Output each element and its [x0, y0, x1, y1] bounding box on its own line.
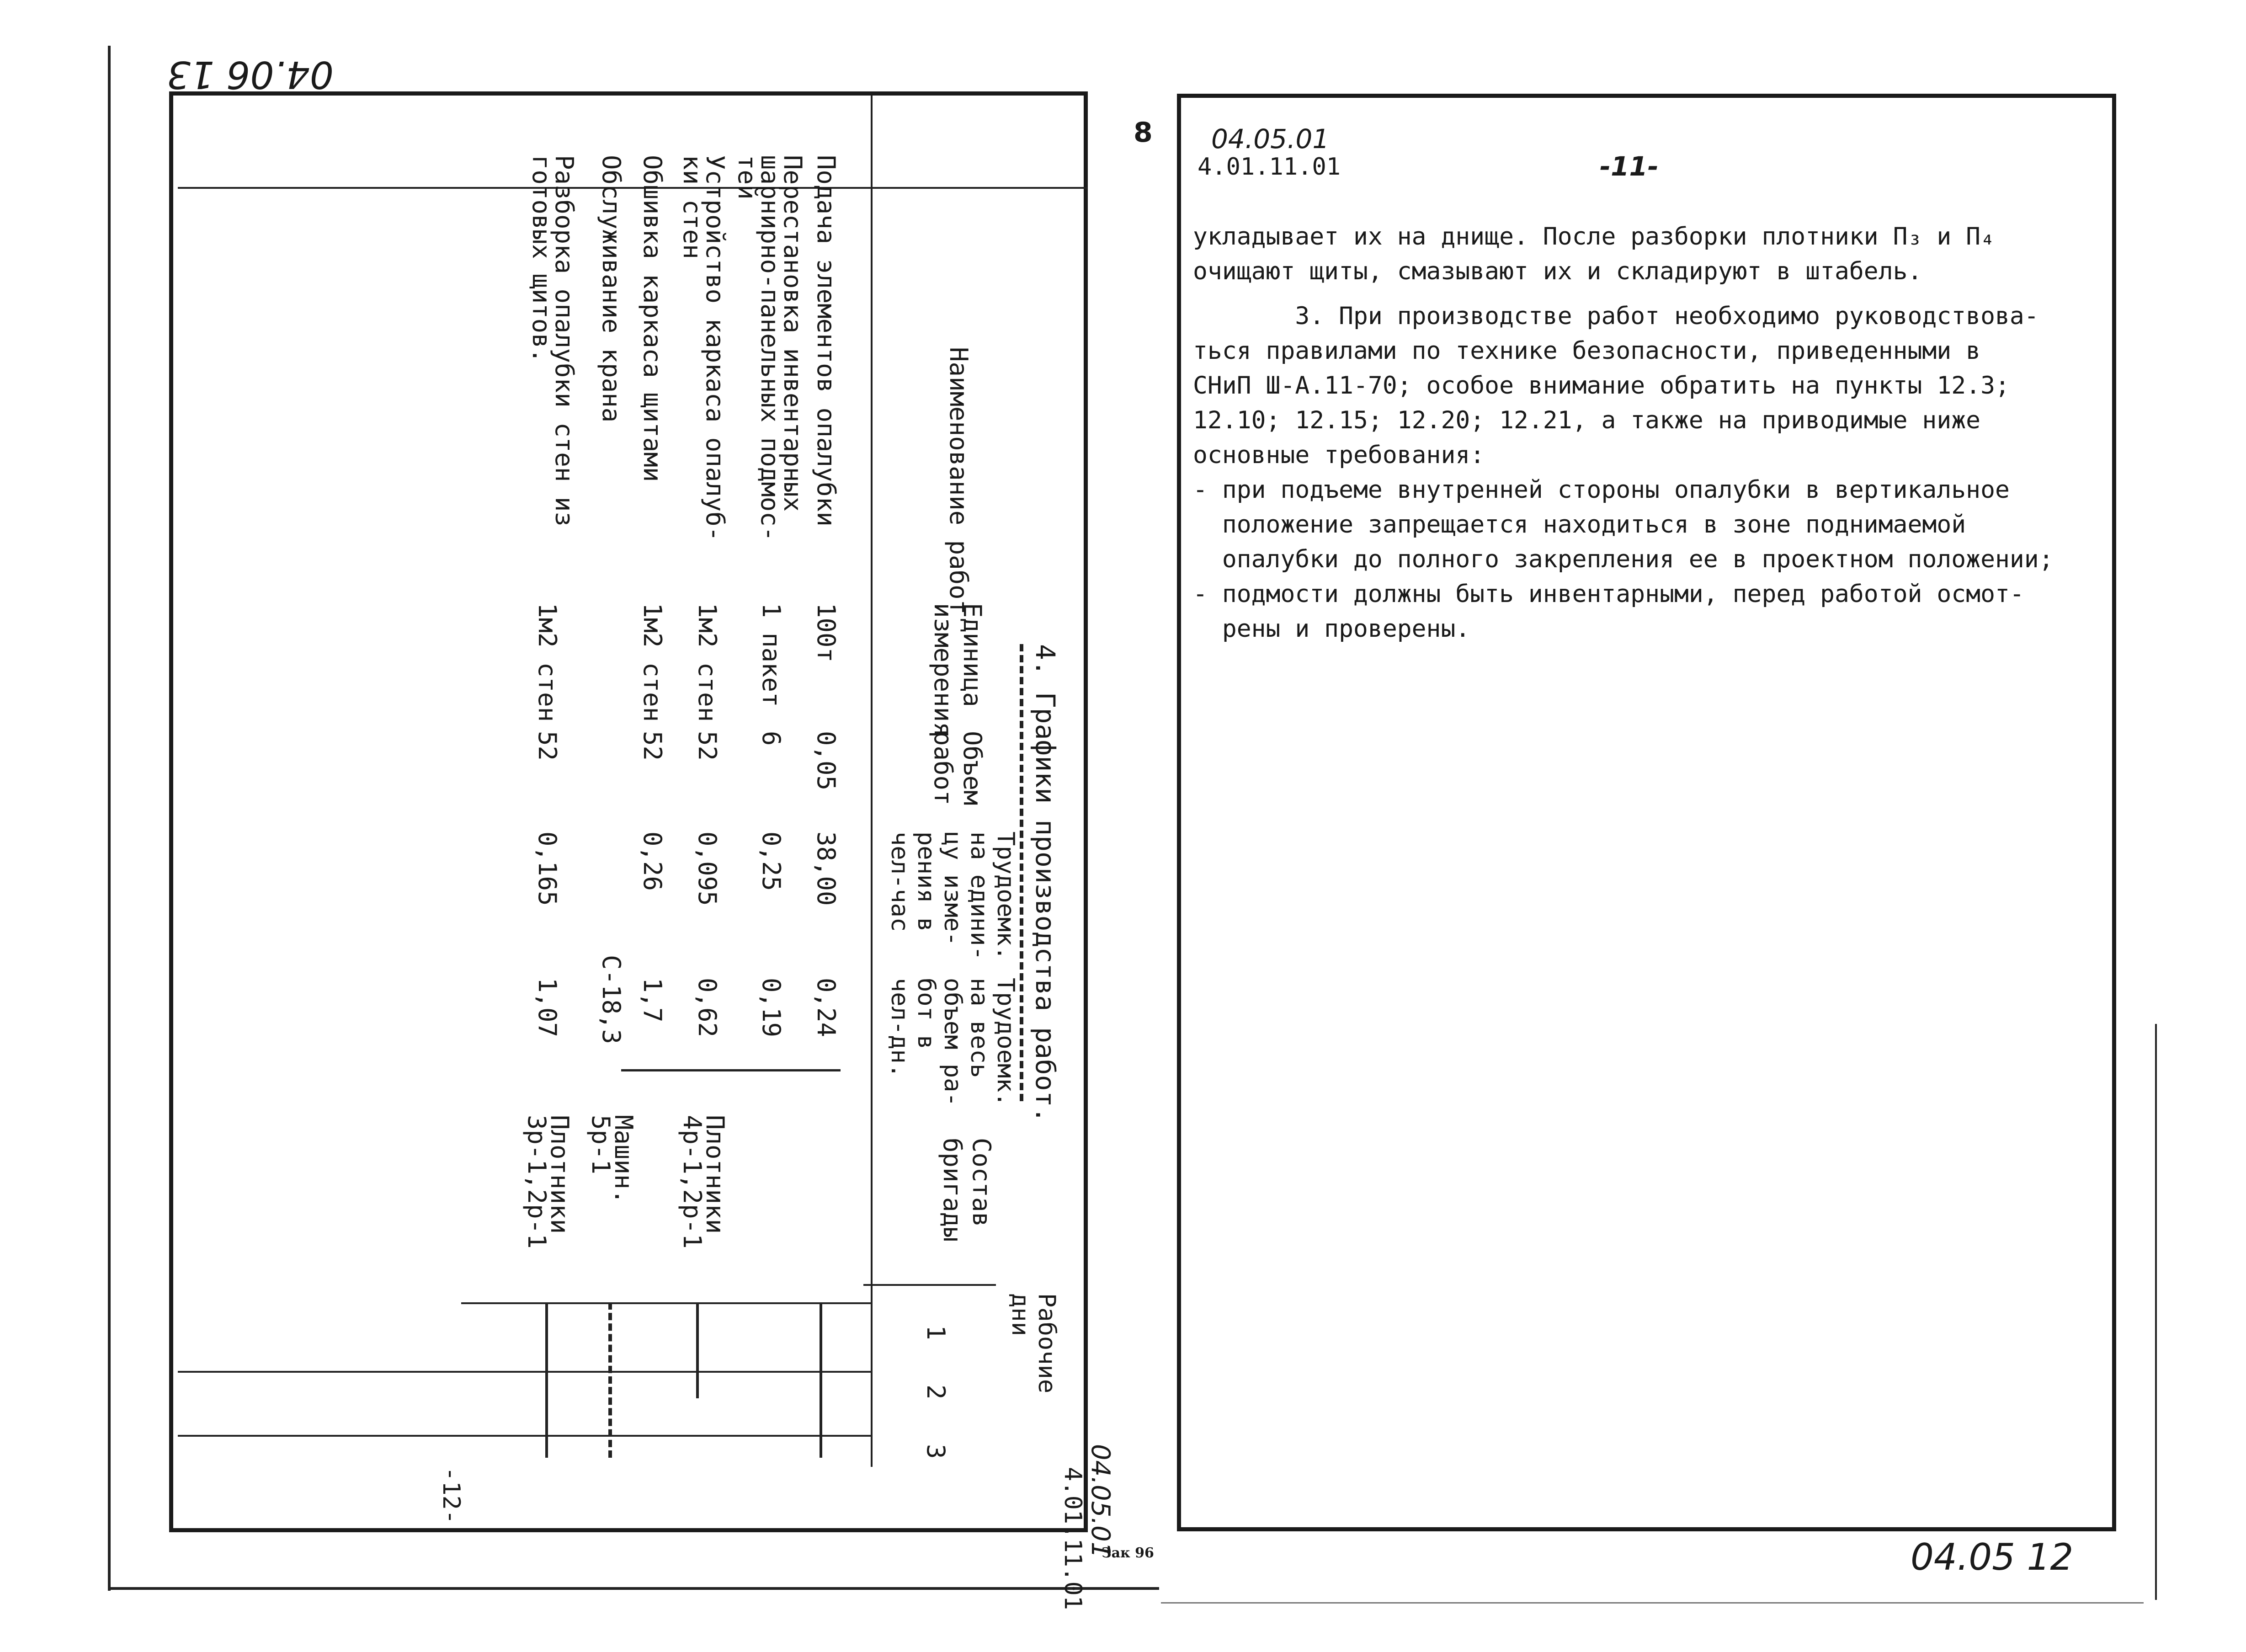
row-labor-unit: 0,25 — [757, 831, 786, 891]
crew-brace — [621, 1069, 841, 1071]
crew-carpenters-1: Плотники 4р-1,2р-1 — [678, 1115, 729, 1249]
header-bottom-rule — [871, 96, 873, 1467]
bottom-scan-line — [1161, 1602, 2144, 1604]
schedule-grid-line — [178, 1435, 873, 1437]
handwritten-sheet-number: 04.06 13 — [166, 53, 334, 96]
text-line: рены и проверены. — [1193, 615, 1470, 643]
header-labor-unit: Трудоемк. на едини- цу изме- рения в чел-час — [886, 831, 1019, 960]
row-volume: 52 — [533, 731, 562, 761]
row-name: Перестановка инвентарных шарнирно-панельных подмос- тей — [733, 155, 807, 542]
row-name: Обшивка каркаса щитами — [638, 155, 667, 482]
row-labor-total: С-18,3 — [597, 955, 626, 1044]
header-days: Рабочие дни — [1006, 1293, 1060, 1394]
day-number-1: 1 — [921, 1325, 950, 1340]
crew-carpenters-2: Плотники 3р-1,2р-1 — [522, 1115, 574, 1249]
day-number-2: 2 — [921, 1385, 950, 1400]
text-line: 3. При производстве работ необходимо руководствова- — [1193, 302, 2039, 330]
row-labor-total: 0,19 — [757, 978, 786, 1038]
row-unit: 1м2 стен — [693, 603, 722, 722]
page-number: -12- — [437, 1467, 465, 1524]
left-page-frame — [169, 91, 1115, 1610]
left-page-rotated-content — [178, 96, 1115, 1610]
day-number-3: 3 — [921, 1444, 950, 1459]
row-unit: 100т — [812, 603, 841, 663]
row-name: Разборка опалубки стен из готовых щитов. — [527, 155, 579, 527]
text-line: опалубки до полного закрепления ее в проектном положении; — [1193, 545, 2054, 573]
schedule-bar-2 — [696, 1302, 699, 1398]
right-edge-line — [2155, 1024, 2157, 1600]
header-volume: Объем работ — [929, 731, 987, 805]
schedule-bar-1 — [820, 1302, 822, 1458]
schedule-grid-line — [178, 1371, 873, 1373]
header-crew: Состав бригады — [938, 1138, 996, 1242]
margin-page-number: 8 — [1134, 117, 1153, 149]
row-volume: 52 — [638, 731, 667, 761]
text-line: СНиП Ш-А.11-70; особое внимание обратить на пункты 12.3; — [1193, 372, 2010, 400]
row-labor-total: 1,7 — [638, 978, 667, 1023]
row-name: Обслуживание крана — [597, 155, 626, 423]
schedule-grid-line — [461, 1302, 873, 1304]
text-line: основные требования: — [1193, 441, 1485, 469]
doc-code-handwritten: 04.05.01 — [1086, 1444, 1115, 1558]
row-labor-unit: 0,165 — [533, 831, 562, 906]
row-labor-total: 0,62 — [693, 978, 722, 1038]
row-volume: 6 — [757, 731, 786, 746]
text-line: положение запрещается находиться в зоне поднимаемой — [1193, 511, 1966, 538]
header-dotted-rule — [1020, 644, 1023, 1101]
row-unit: 1 пакет — [757, 603, 786, 707]
right-page-text — [1193, 219, 2125, 646]
row-name: Устройство каркаса опалуб- ки стен — [678, 155, 729, 542]
row-labor-total: 0,24 — [812, 978, 841, 1038]
text-line: - подмости должны быть инвентарными, перед работой осмот- — [1193, 580, 2024, 608]
schedule-bar-3 — [545, 1302, 548, 1458]
text-line: - при подъеме внутренней стороны опалубки в вертикальное — [1193, 476, 2010, 504]
text-line: 12.10; 12.15; 12.20; 12.21, а также на приводимые ниже — [1193, 406, 1981, 434]
bottom-binding-line — [108, 1587, 1159, 1590]
row-labor-unit: 0,095 — [693, 831, 722, 906]
schedule-bar-crane — [608, 1302, 612, 1458]
left-binding-line — [108, 46, 111, 1591]
days-header-rule — [863, 1284, 996, 1286]
row-unit: 1м2 стен — [533, 603, 562, 722]
header-labor-total: Трудоемк. на весь объем ра- бот в чел-дн. — [886, 978, 1019, 1107]
handwritten-sheet-number: 04.05 12 — [1911, 1536, 2074, 1578]
row-name: Подача элементов опалубки — [812, 155, 841, 527]
row-labor-total: 1,07 — [533, 978, 562, 1038]
row-volume: 52 — [693, 731, 722, 761]
row-labor-unit: 0,26 — [638, 831, 667, 891]
section-title: 4. Графики производства работ. — [1030, 644, 1061, 1123]
doc-code: 4.01.11.01 — [1059, 1467, 1086, 1610]
page-number: -11- — [1600, 151, 1659, 182]
header-top-rule — [178, 187, 1087, 189]
header-unit: Единица измерения — [929, 603, 987, 737]
row-volume: 0,05 — [812, 731, 841, 791]
doc-code-handwritten: 04.05.01 — [1211, 123, 1330, 155]
header-name: Наименование работ — [944, 347, 973, 615]
crew-crane-operator: Машин. 5р-1 — [586, 1115, 638, 1204]
text-line: очищают щиты, смазывают их и складируют в штабель. — [1193, 257, 1922, 285]
order-stamp: Зак 96 — [1102, 1545, 1154, 1561]
row-unit: 1м2 стен — [638, 603, 667, 722]
row-labor-unit: 38,00 — [812, 831, 841, 906]
text-line: ться правилами по технике безопасности, приведенными в — [1193, 337, 1981, 365]
doc-code: 4.01.11.01 — [1198, 153, 1341, 181]
text-line: укладывает их на днище. После разборки плотники П₃ и П₄ — [1193, 223, 1995, 250]
